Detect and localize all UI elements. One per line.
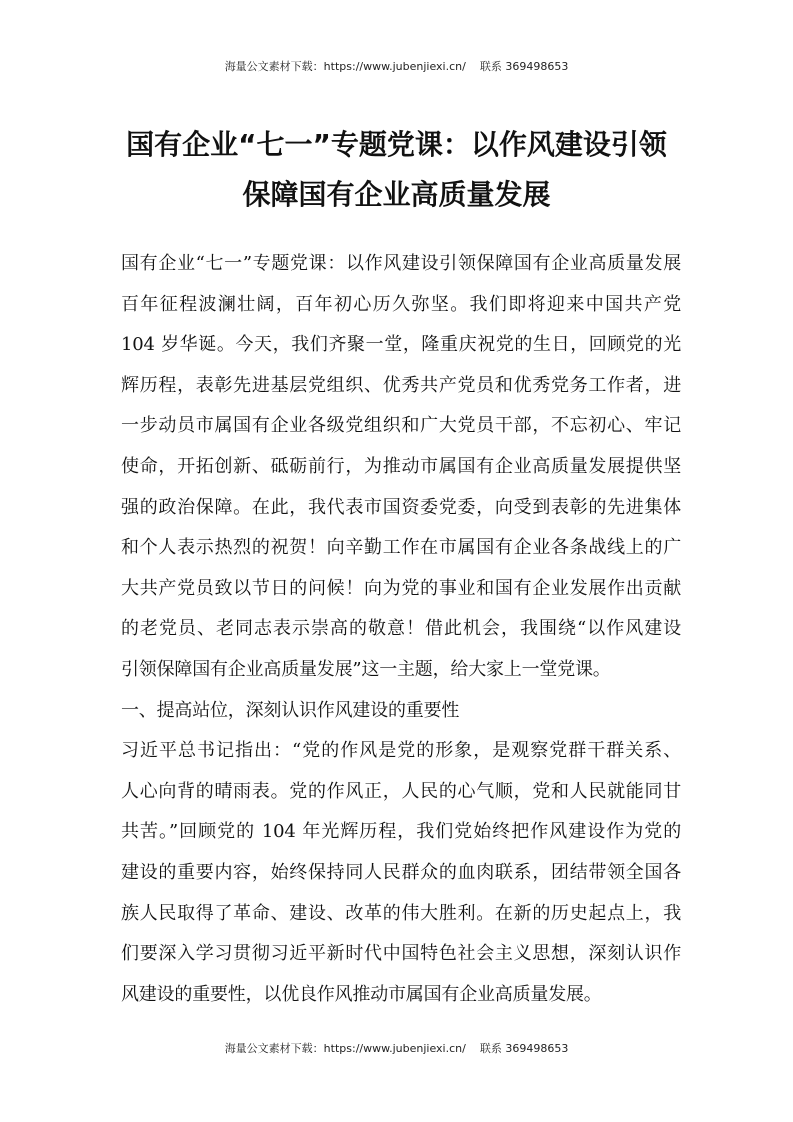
body-line: 引领保障国有企业高质量发展”这一主题，给大家上一堂党课。 bbox=[121, 658, 611, 680]
body-line: 人心向背的晴雨表。党的作风正，人民的心气顺，党和人民就能同甘 bbox=[121, 780, 681, 802]
body-line: 和个人表示热烈的祝贺！向辛勤工作在市属国有企业各条战线上的广 bbox=[121, 537, 681, 559]
header-contact-text: 联系 369498653 bbox=[479, 60, 569, 73]
section-heading: 一、提高站位，深刻认识作风建设的重要性 bbox=[121, 699, 460, 721]
body-line: 共苦。”回顾党的 104 年光辉历程，我们党始终把作风建设作为党的 bbox=[121, 821, 681, 843]
body-line: 一步动员市属国有企业各级党组织和广大党员干部，不忘初心、牢记 bbox=[121, 415, 681, 437]
body-line: 辉历程，表彰先进基层党组织、优秀共产党员和优秀党务工作者，进 bbox=[121, 374, 681, 396]
body-line: 们要深入学习贯彻习近平新时代中国特色社会主义思想，深刻认识作 bbox=[121, 943, 681, 965]
body-line: 风建设的重要性，以优良作风推动市属国有企业高质量发展。 bbox=[121, 983, 602, 1005]
body-line: 104 岁华诞。今天，我们齐聚一堂，隆重庆祝党的生日，回顾党的光 bbox=[121, 334, 681, 356]
footer-contact-text: 联系 369498653 bbox=[479, 1042, 569, 1055]
document-title bbox=[110, 120, 683, 220]
page-header bbox=[0, 60, 793, 74]
body-line: 的老党员、老同志表示崇高的敬意！借此机会，我围绕“以作风建设 bbox=[121, 618, 681, 640]
document-body bbox=[121, 244, 681, 1015]
body-line: 百年征程波澜壮阔，百年初心历久弥坚。我们即将迎来中国共产党 bbox=[121, 293, 681, 315]
body-line: 族人民取得了革命、建设、改革的伟大胜利。在新的历史起点上，我 bbox=[121, 902, 681, 924]
body-line: 大共产党员致以节日的问候！向为党的事业和国有企业发展作出贡献 bbox=[121, 577, 681, 599]
footer-download-text: 海量公文素材下载：https://www.jubenjiexi.cn/ bbox=[224, 1042, 466, 1055]
body-line: 国有企业“七一”专题党课：以作风建设引领保障国有企业高质量发展 bbox=[121, 253, 681, 274]
page-footer bbox=[0, 1042, 793, 1056]
title-line-1: 国有企业“七一”专题党课：以作风建设引领 bbox=[126, 128, 667, 161]
body-line: 使命，开拓创新、砥砺前行，为推动市属国有企业高质量发展提供坚 bbox=[121, 455, 681, 477]
header-download-text: 海量公文素材下载：https://www.jubenjiexi.cn/ bbox=[224, 60, 466, 73]
title-line-2: 保障国有企业高质量发展 bbox=[242, 178, 551, 211]
body-line: 建设的重要内容，始终保持同人民群众的血肉联系，团结带领全国各 bbox=[121, 861, 681, 883]
body-line: 习近平总书记指出：“党的作风是党的形象，是观察党群干群关系、 bbox=[121, 740, 681, 762]
body-line: 强的政治保障。在此，我代表市国资委党委，向受到表彰的先进集体 bbox=[121, 496, 681, 518]
